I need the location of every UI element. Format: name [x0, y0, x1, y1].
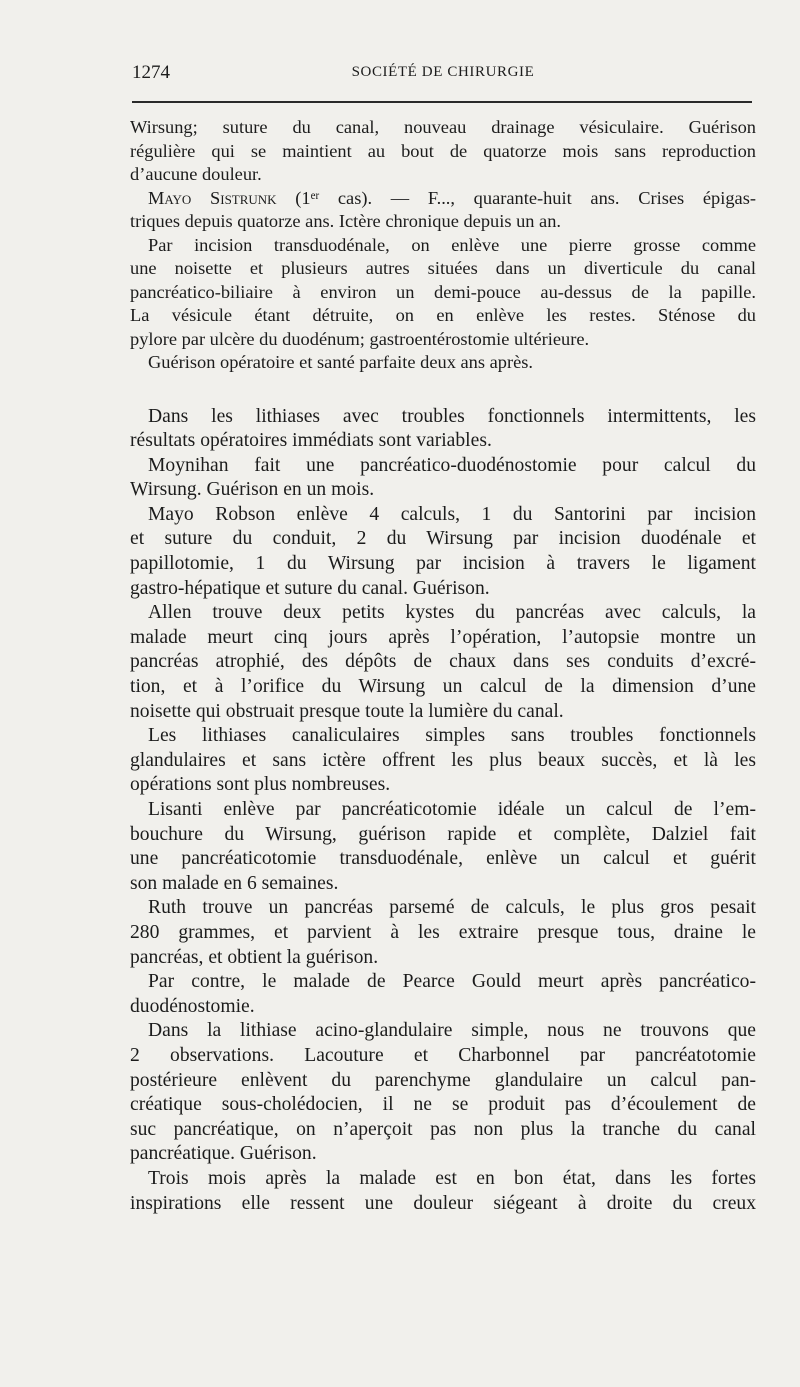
text-line: Wirsung. Guérison en un mois.	[130, 479, 375, 501]
text-line: une noisette et plusieurs autres situées dans un diverticule du canal	[130, 258, 756, 278]
text-line: d’aucune douleur.	[130, 164, 262, 184]
text-line: gastro-hépatique et suture du canal. Guérison.	[130, 577, 490, 599]
text-line: 280 grammes, et parvient à les extraire presque tous, draine le	[130, 921, 756, 943]
text-line: papillotomie, 1 du Wirsung par incision à travers le ligament	[130, 553, 756, 575]
text-line: pancréatique. Guérison.	[130, 1143, 317, 1165]
text-line: Dans la lithiase acino-glandulaire simple, nous ne trouvons que	[148, 1020, 756, 1042]
paragraph-gap	[130, 375, 756, 405]
text-line: pancréas, et obtient la guérison.	[130, 946, 379, 968]
text-line: duodénostomie.	[130, 995, 255, 1017]
text-line: bouchure du Wirsung, guérison rapide et complète, Dalziel fait	[130, 823, 756, 845]
running-title: SOCIÉTÉ DE CHIRURGIE	[351, 64, 535, 80]
text-line: Lisanti enlève par pancréaticotomie idéale un calcul de l’em-	[148, 799, 756, 820]
text-line: La vésicule étant détruite, on en enlève les restes. Sténose du	[130, 305, 756, 325]
case-heading-line: Mayo Sistrunk (1er cas). — F..., quarante-huit ans. Crises épigas-	[148, 187, 756, 208]
text-line: une pancréaticotomie transduodénale, enlève un calcul et guérit	[130, 848, 756, 870]
text-line: Dans les lithiases avec troubles fonctionnels intermittents, les	[148, 405, 756, 427]
text-line: triques depuis quatorze ans. Ictère chronique depuis un an.	[130, 211, 562, 231]
page-header	[132, 62, 754, 86]
author-name: Mayo Sistrunk	[148, 187, 277, 208]
text-line: tion, et à l’orifice du Wirsung un calcul de la dimension d’une	[130, 676, 756, 698]
text-line: Moynihan fait une pancréatico-duodénostomie pour calcul du	[148, 454, 756, 476]
text-line: opérations sont plus nombreuses.	[130, 774, 391, 796]
text-line: Par incision transduodénale, on enlève une pierre grosse comme	[148, 234, 756, 255]
page-number: 1274	[132, 62, 170, 83]
text-line: pylore par ulcère du duodénum; gastroentérostomie ultérieure.	[130, 328, 590, 349]
text-line: régulière qui se maintient au bout de quatorze mois sans reproduction	[130, 140, 756, 161]
text-line: Mayo Robson enlève 4 calculs, 1 du Santorini par incision	[148, 503, 756, 525]
text-line: résultats opératoires immédiats sont variables.	[130, 430, 492, 452]
text-line: Trois mois après la malade est en bon état, dans les fortes	[148, 1167, 756, 1189]
text-line: pancréas atrophié, des dépôts de chaux dans ses conduits d’excré-	[130, 651, 756, 673]
text-line: inspirations elle ressent une douleur siégeant à droite du creux	[130, 1192, 756, 1214]
text-line: Guérison opératoire et santé parfaite deux ans après.	[148, 352, 534, 372]
text-line: noisette qui obstruait presque toute la lumière du canal.	[130, 700, 564, 722]
text-line: Les lithiases canaliculaires simples sans troubles fonctionnels	[148, 725, 756, 747]
text-line: Ruth trouve un pancréas parsemé de calculs, le plus gros pesait	[148, 897, 756, 919]
text-line: malade meurt cinq jours après l’opération, l’autopsie montre un	[130, 626, 756, 648]
body-text	[130, 116, 756, 1216]
text-line: 2 observations. Lacouture et Charbonnel par pancréatotomie	[130, 1044, 756, 1066]
text-line: Allen trouve deux petits kystes du pancréas avec calculs, la	[148, 602, 756, 624]
header-rule	[132, 101, 752, 103]
text-line: créatique sous-cholédocien, il ne se produit pas d’écoulement de	[130, 1094, 756, 1116]
text-line: et suture du conduit, 2 du Wirsung par incision duodénale et	[130, 528, 756, 550]
text-line: son malade en 6 semaines.	[130, 872, 339, 894]
text-line: Wirsung; suture du canal, nouveau drainage vésiculaire. Guérison	[130, 117, 756, 137]
text-line: suc pancréatique, on n’aperçoit pas non plus la tranche du canal	[130, 1118, 756, 1140]
text-line: pancréatico-biliaire à environ un demi-pouce au-dessus de la papille.	[130, 281, 756, 302]
text-line: Par contre, le malade de Pearce Gould meurt après pancréatico-	[148, 971, 756, 993]
text-line: postérieure enlèvent du parenchyme glandulaire un calcul pan-	[130, 1069, 756, 1091]
text-line: glandulaires et sans ictère offrent les plus beaux succès, et là les	[130, 749, 756, 771]
